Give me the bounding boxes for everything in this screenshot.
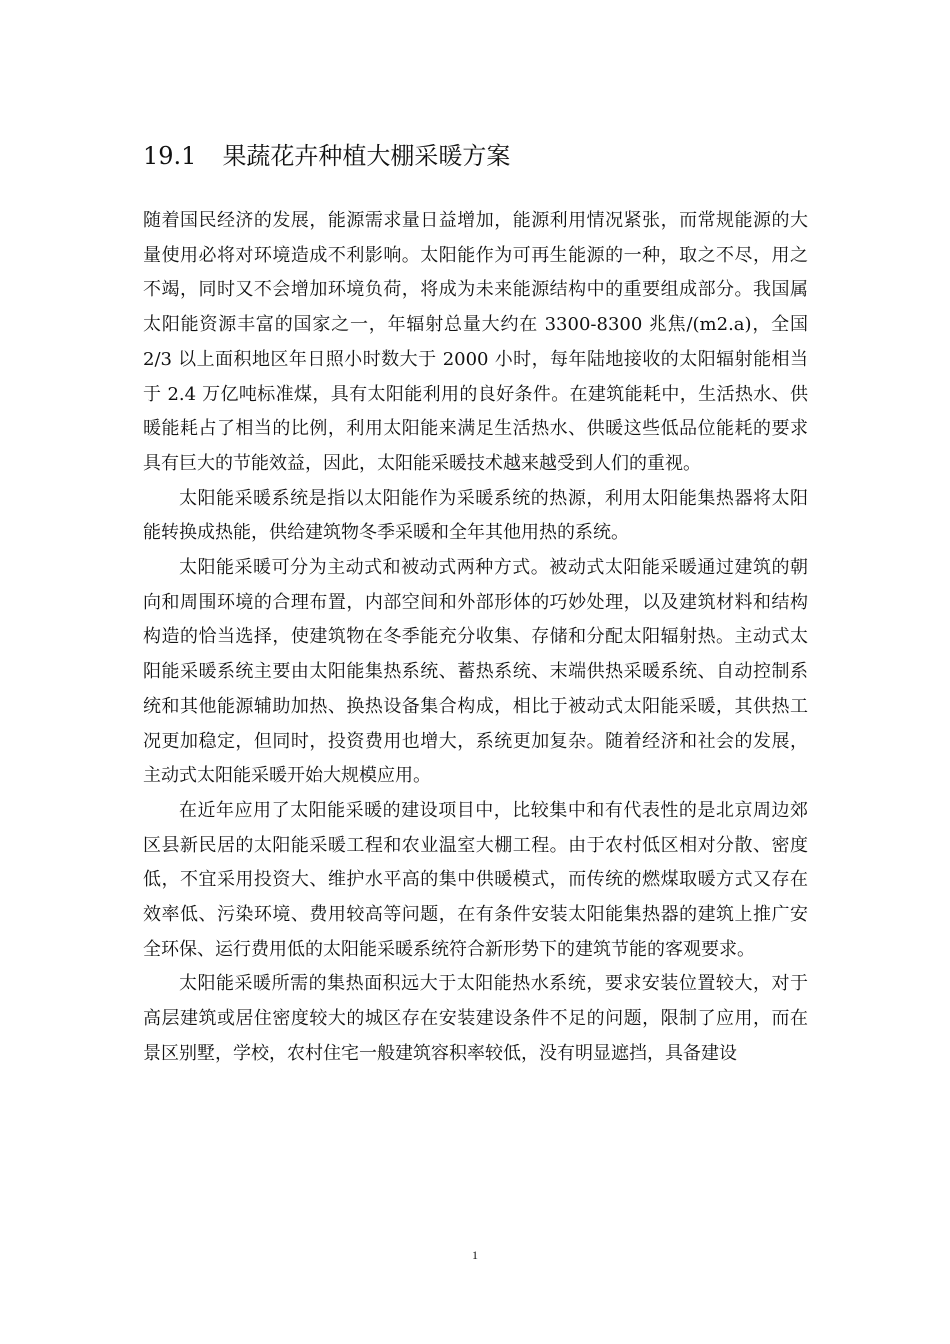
paragraph-applications: 在近年应用了太阳能采暖的建设项目中，比较集中和有代表性的是北京周边郊区县新民居的太阳能采暖工程和农业温室大棚工程。由于农村低区相对分散、密度低，不宜采用投资大、维护水平高的集中供暖模式，而传统的燃煤取暖方式又存在效率低、污染环境、费用较高等问题，在有条件安装太阳能集热器的建筑上推广安全环保、运行费用低的太阳能采暖系统符合新形势下的建筑节能的客观要求。	[143, 799, 808, 960]
section-title: 果蔬花卉种植大棚采暖方案	[222, 142, 511, 170]
section-heading	[143, 138, 510, 174]
paragraph-types: 太阳能采暖可分为主动式和被动式两种方式。被动式太阳能采暖通过建筑的朝向和周围环境的合理布置，内部空间和外部形体的巧妙处理，以及建筑材料和结构构造的恰当选择，使建筑物在冬季能充分收集、存储和分配太阳辐射热。主动式太阳能采暖系统主要由太阳能集热系统、蓄热系统、末端供热采暖系统、自动控制系统和其他能源辅助加热、换热设备集合构成，相比于被动式太阳能采暖，其供热工况更加稳定，但同时，投资费用也增大，系统更加复杂。随着经济和社会的发展，主动式太阳能采暖开始大规模应用。	[143, 557, 808, 787]
section-number: 19.1	[143, 142, 197, 170]
paragraph-definition: 太阳能采暖系统是指以太阳能作为采暖系统的热源，利用太阳能集热器将太阳能转换成热能，供给建筑物冬季采暖和全年其他用热的系统。	[143, 487, 808, 544]
body-text	[143, 204, 808, 1072]
paragraph-intro: 随着国民经济的发展，能源需求量日益增加，能源利用情况紧张，而常规能源的大量使用必将对环境造成不利影响。太阳能作为可再生能源的一种，取之不尽，用之不竭，同时又不会增加环境负荷，将成为未来能源结构中的重要组成部分。我国属太阳能资源丰富的国家之一，年辐射总量大约在 3300-8300 兆焦/(m2.a)，全国 2/3 以上面积地区年日照小时数大于 2000 小时，每年陆地接收的太阳辐射能相当于 2.4 万亿吨标准煤，具有太阳能利用的良好条件。在建筑能耗中，生活热水、供暖能耗占了相当的比例，利用太阳能来满足生活热水、供暖这些低品位能耗的要求具有巨大的节能效益，因此，太阳能采暖技术越来越受到人们的重视。	[143, 210, 808, 474]
page-number: 1	[472, 1248, 478, 1262]
paragraph-limitations: 太阳能采暖所需的集热面积远大于太阳能热水系统，要求安装位置较大，对于高层建筑或居住密度较大的城区存在安装建设条件不足的问题，限制了应用，而在景区别墅，学校，农村住宅一般建筑容积率较低，没有明显遮挡，具备建设	[143, 973, 808, 1064]
